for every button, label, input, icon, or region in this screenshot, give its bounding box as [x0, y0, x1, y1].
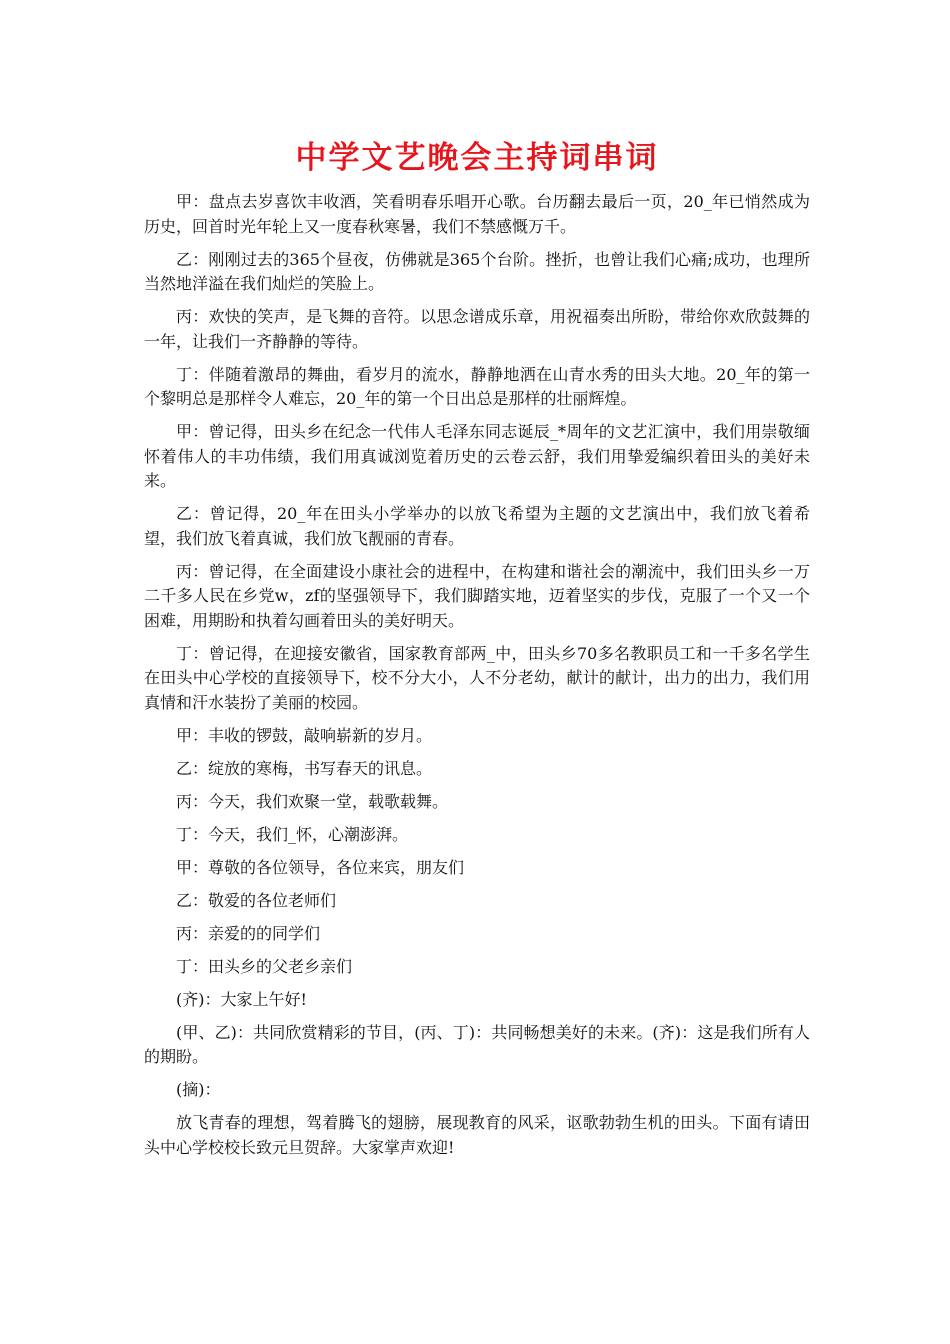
paragraph: 丁：田头乡的父老乡亲们 — [176, 956, 353, 976]
paragraph: 甲：盘点去岁喜饮丰收酒，笑看明春乐唱开心歌。台历翻去最后一页，20_年已悄然成为历史，回首时光年轮上又一度春秋寒暑，我们不禁感慨万千。 — [144, 192, 810, 236]
paragraph: 乙：绽放的寒梅，书写春天的讯息。 — [176, 758, 433, 778]
paragraph: 甲：尊敬的各位领导，各位来宾，朋友们 — [176, 857, 465, 877]
paragraph: 甲：丰收的锣鼓，敲响崭新的岁月。 — [176, 725, 433, 745]
paragraph: 丙：欢快的笑声，是飞舞的音符。以思念谱成乐章，用祝福奏出所盼，带给你欢欣鼓舞的一年，让我们一齐静静的等待。 — [144, 307, 810, 351]
paragraph: 乙：敬爱的各位老师们 — [176, 890, 337, 910]
paragraph: 丙：曾记得，在全面建设小康社会的进程中，在构建和谐社会的潮流中，我们田头乡一万二千多人民在乡党w，zf的坚强领导下，我们脚踏实地，迈着坚实的步伐，克服了一个又一个困难，用期盼和执着勾画着田头的美好明天。 — [144, 561, 810, 630]
paragraph: 丁：曾记得，在迎接安徽省，国家教育部两_中，田头乡70多名教职员工和一千多名学生在田头中心学校的直接领导下，校不分大小，人不分老幼，献计的献计，出力的出力，我们用真情和汗水装扮了美丽的校园。 — [144, 643, 810, 712]
paragraph: 丙：今天，我们欢聚一堂，载歌载舞。 — [176, 791, 449, 811]
paragraph: (齐)：大家上午好! — [176, 989, 307, 1009]
paragraph: (摘)： — [176, 1080, 221, 1099]
document-title: 中学文艺晚会主持词串词 — [295, 140, 659, 176]
paragraph: (甲、乙)：共同欣赏精彩的节目，(丙、丁)：共同畅想美好的未来。(齐)：这是我们所有人的期盼。 — [144, 1022, 810, 1066]
paragraph: 乙：刚刚过去的365个昼夜，仿佛就是365个台阶。挫折，也曾让我们心痛;成功，也理所当然地洋溢在我们灿烂的笑脸上。 — [144, 249, 810, 293]
paragraph: 放飞青春的理想，驾着腾飞的翅膀，展现教育的风采，讴歌勃勃生机的田头。下面有请田头中心学校校长致元旦贺辞。大家掌声欢迎! — [144, 1113, 810, 1157]
paragraph: 甲：曾记得，田头乡在纪念一代伟人毛泽东同志诞辰_*周年的文艺汇演中，我们用崇敬缅怀着伟人的丰功伟绩，我们用真诚浏览着历史的云卷云舒，我们用挚爱编织着田头的美好未来。 — [144, 422, 810, 490]
paragraph: 丁：伴随着激昂的舞曲，看岁月的流水，静静地洒在山青水秀的田头大地。20_年的第一个黎明总是那样令人难忘，20_年的第一个日出总是那样的壮丽辉煌。 — [144, 364, 810, 408]
paragraph: 丙：亲爱的的同学们 — [176, 923, 321, 943]
paragraph: 丁：今天，我们_怀，心潮澎湃。 — [176, 824, 409, 844]
paragraph: 乙：曾记得，20_年在田头小学举办的以放飞希望为主题的文艺演出中，我们放飞着希望，我们放飞着真诚，我们放飞靓丽的青春。 — [144, 504, 810, 548]
